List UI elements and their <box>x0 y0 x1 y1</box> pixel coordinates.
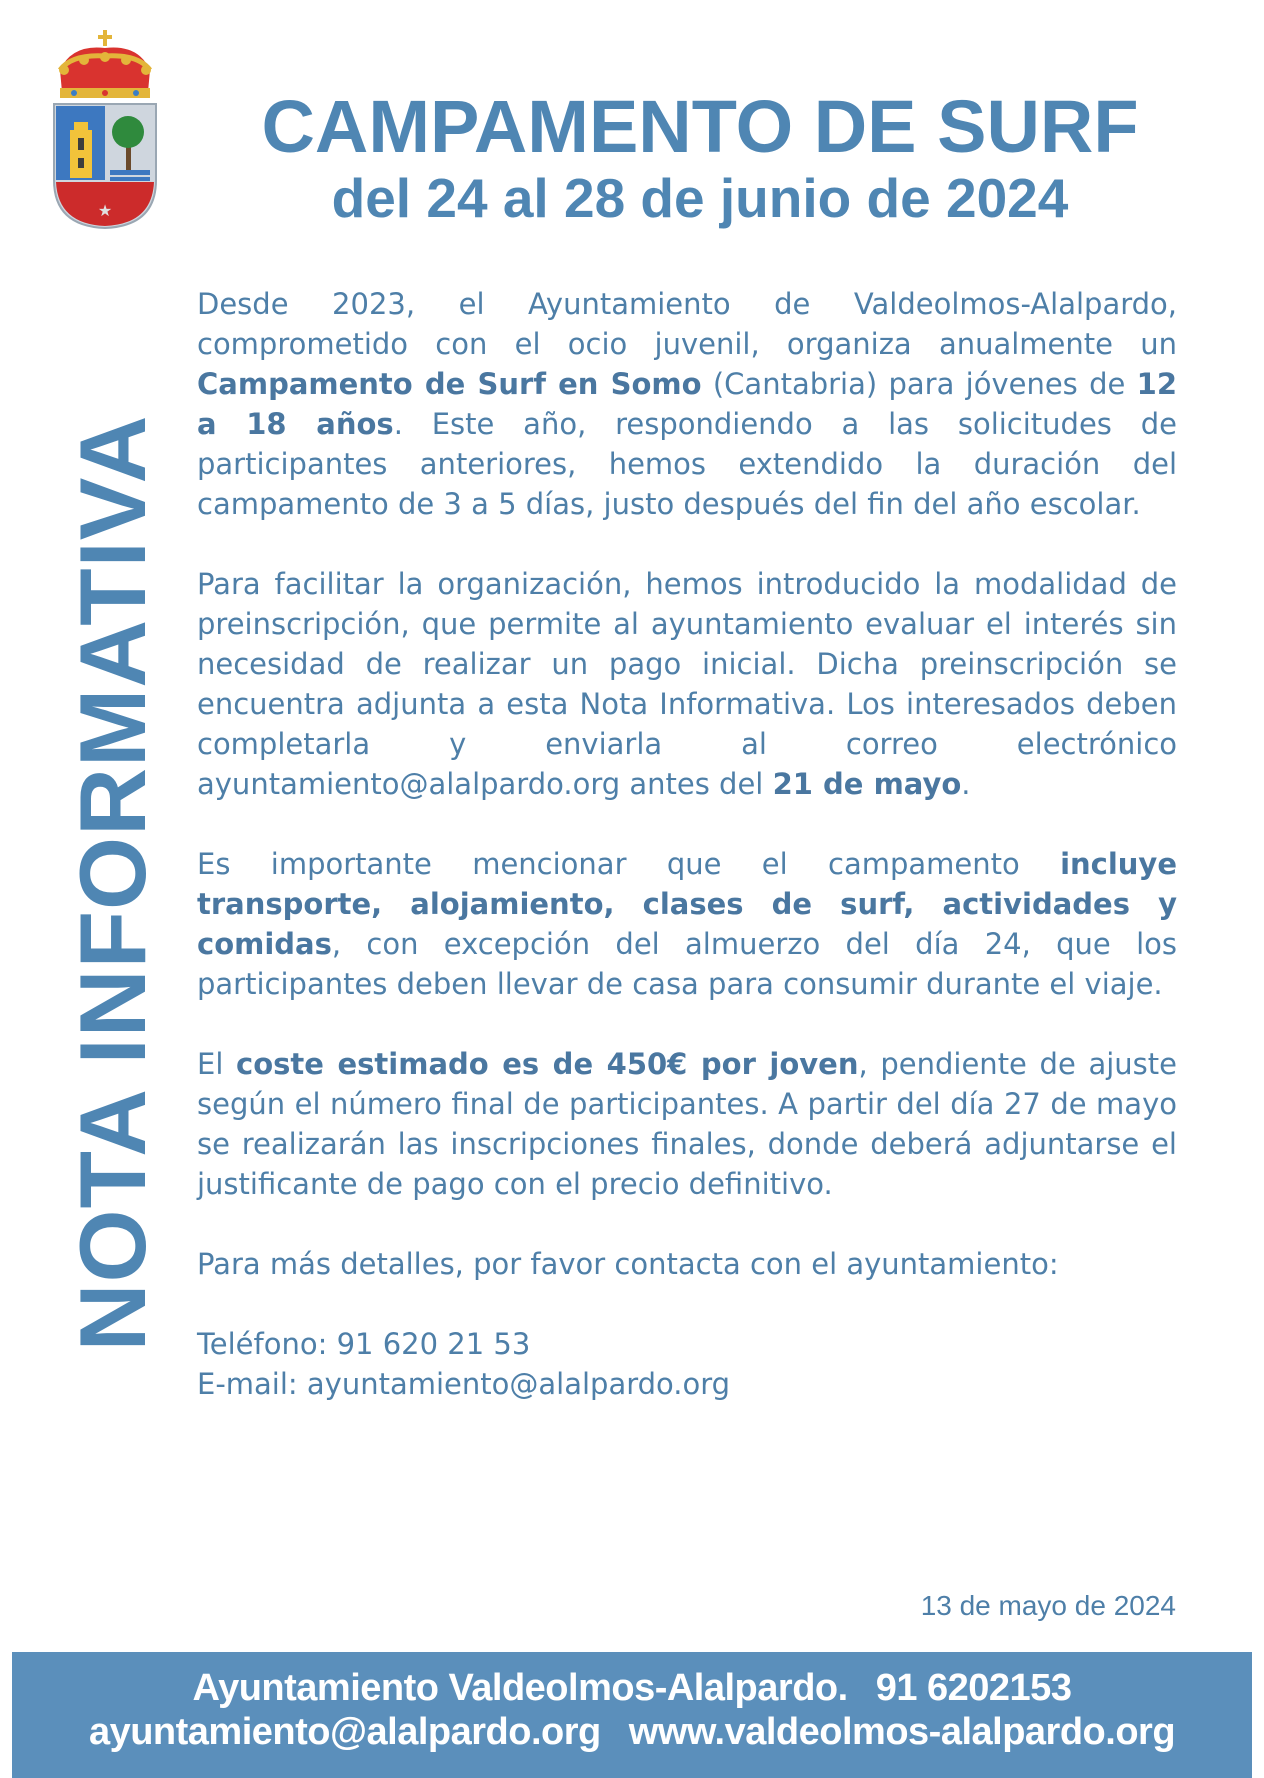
footer-email-link[interactable]: ayuntamiento@alalpardo.org <box>88 1711 601 1753</box>
contact-email[interactable]: E-mail: ayuntamiento@alalpardo.org <box>197 1367 731 1401</box>
body-text <box>197 284 1177 1404</box>
municipal-coat-of-arms <box>52 30 158 230</box>
paragraph-contact: Para más detalles, por favor contacta con el ayuntamiento: <box>197 1247 1059 1281</box>
footer-website-link[interactable]: www.valdeolmos-alalpardo.org <box>628 1711 1176 1753</box>
event-dates: del 24 al 28 de junio de 2024 <box>331 167 1069 229</box>
footer-phone: 91 6202153 <box>875 1667 1072 1709</box>
paragraph-includes: Es importante mencionar que el campamento incluye transporte, alojamiento, clases de surf, actividades y comidas, con excepción del almuerzo del día 24, que los participantes deben llevar de casa para consumir durante el viaje. <box>197 847 1177 1001</box>
page-title: CAMPAMENTO DE SURF <box>261 85 1139 168</box>
paragraph-intro: Desde 2023, el Ayuntamiento de Valdeolmos-Alalpardo, comprometido con el ocio juvenil, organiza anualmente un Campamento de Surf en Somo (Cantabria) para jóvenes de 12 a 18 años. Este año, respondiendo a las solicitudes de participantes anteriores, hemos extendido la duración del campamento de 3 a 5 días, justo después del fin del año escolar. <box>197 287 1177 521</box>
issue-date: 13 de mayo de 2024 <box>920 1590 1176 1621</box>
header <box>200 85 1200 229</box>
paragraph-preinscription: Para facilitar la organización, hemos introducido la modalidad de preinscripción, que permite al ayuntamiento evaluar el interés sin necesidad de realizar un pago inicial. Dicha preinscripción se encuentra adjunta a esta Nota Informativa. Los interesados deben completarla y enviarla al correo electrónico ayuntamiento@alalpardo.org antes del 21 de mayo. <box>197 567 1177 801</box>
footer-bar <box>12 1652 1252 1778</box>
svg-text:★: ★ <box>97 201 113 220</box>
paragraph-cost: El coste estimado es de 450€ por joven, pendiente de ajuste según el número final de participantes. A partir del día 27 de mayo se realizarán las inscripciones finales, donde deberá adjuntarse el justificante de pago con el precio definitivo. <box>197 1047 1177 1201</box>
side-label-nota-informativa: NOTA INFORMATIVA <box>60 414 165 1352</box>
footer-org: Ayuntamiento Valdeolmos-Alalpardo. <box>192 1667 848 1709</box>
contact-phone: Teléfono: 91 620 21 53 <box>197 1327 531 1361</box>
